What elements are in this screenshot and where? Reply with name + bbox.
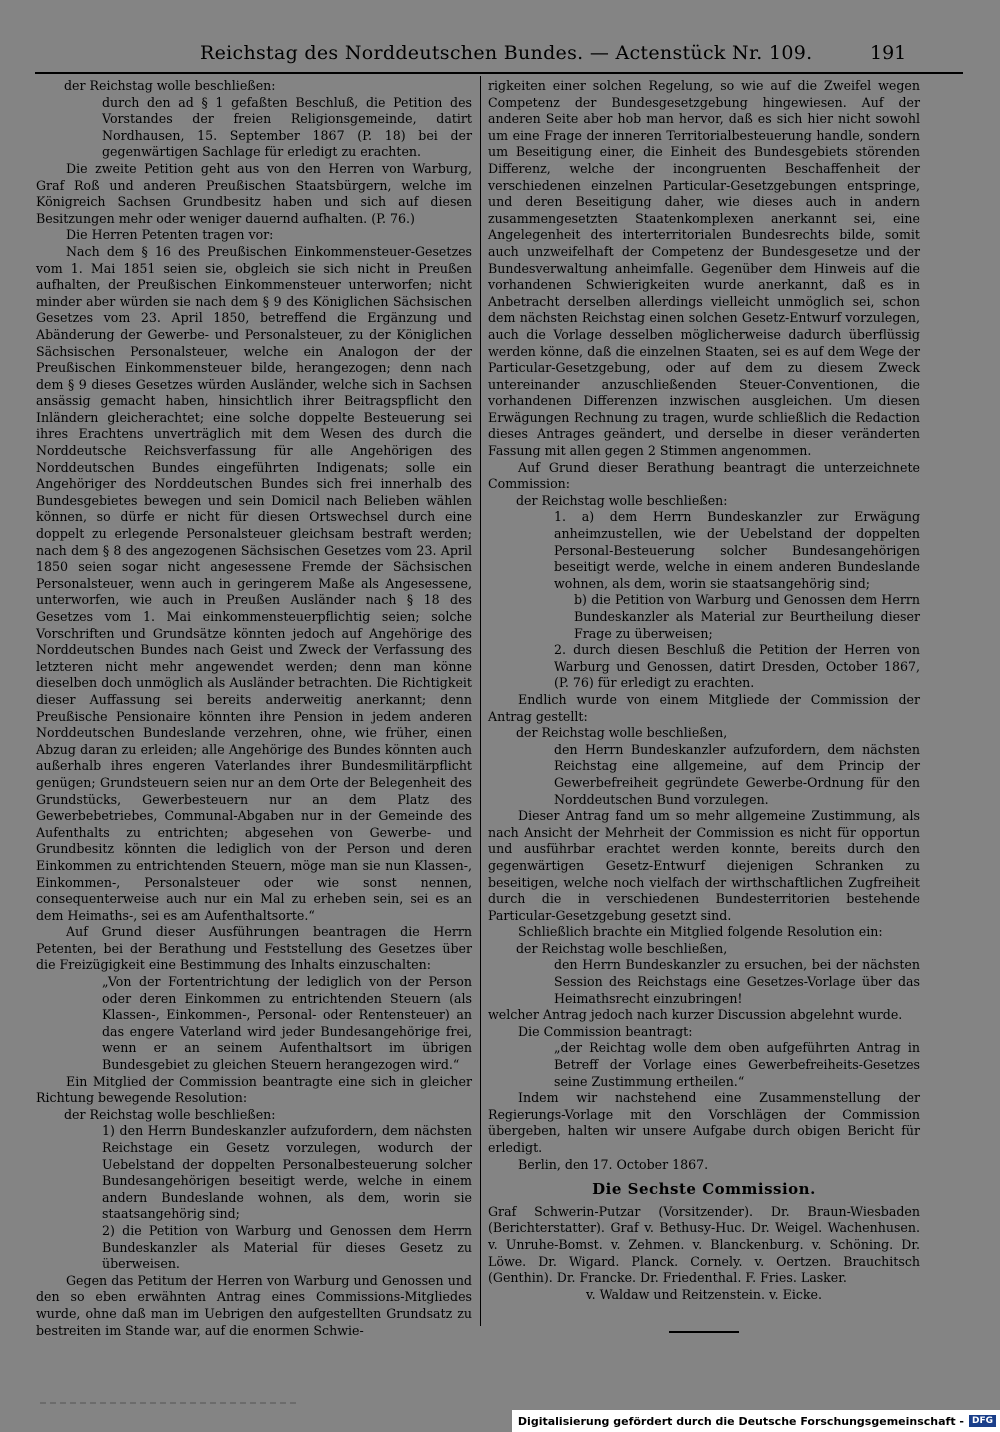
paragraph: Endlich wurde von einem Mitgliede der Commission der Antrag gestellt: [488, 691, 920, 724]
header-rule [35, 72, 963, 74]
bottom-artifact-line [40, 1402, 300, 1404]
dateline: Berlin, den 17. October 1867. [518, 1156, 709, 1172]
column-divider [480, 76, 481, 1326]
paragraph: Nach dem § 16 des Preußischen Einkommensteuer-Gesetzes vom 1. Mai 1851 seien sie, obgleich sie sich nicht in Preußen aufhalten, der Preußischen Einkommensteuer unterworfen; nicht minder aber würden sie nach dem § 9 des Königlichen Sächsischen Gesetzes vom 23. April 1850, betreffend die Ergänzung und Abänderung der Gewerbe- und Personalsteuer, zu der Königlichen Sächsischen Personalsteuer, welche ein Analogon der der Preußischen Einkommensteuer bilde, herangezogen; denn nach dem § 9 dieses Gesetzes würden Ausländer, welche sich in Sachsen ansässig gemacht haben, hinsichtlich ihrer Beitragspflicht den Inländern gleicherachtet; eine solche doppelte Besteuerung sei ihres Erachtens unverträglich mit dem Wesen des durch die Norddeutsche Reichsverfassung für alle Angehörigen des Norddeutschen Bundes eingeführten Indigenats; solle ein Angehöriger des Norddeutschen Bundes sich frei innerhalb des Bundesgebietes bewegen und sein Domicil nach Belieben wählen können, so dürfe er nicht für diesen Ortswechsel durch eine doppelt zu erlegende Personalsteuer gleichsam bestraft werden; nach dem § 8 des angezogenen Sächsischen Gesetzes vom 23. April 1850 seien sogar nicht angesessene Fremde der Sächsischen Personalsteuer, wenn auch in geringerem Maße als Angesessene, unterworfen, wie auch in Preußen Ausländer nach § 18 des Gesetzes vom 1. Mai einkommensteuerpflichtig seien; solche Vorschriften und Grundsätze könnten jedoch auf Angehörige des Norddeutschen Bundes nach Geist und Zweck der Verfassung des letzteren nicht mehr angewendet werden; denn man könne dieselben doch unmöglich als Ausländer betrachten. Die Richtigkeit dieser Auffassung sei bereits anderweitig anerkannt; denn Preußische Pensionaire könnten ihre Pension in jedem anderen Norddeutschen Bundeslande verzehren, ohne, wie früher, einen Abzug daran zu erleiden; alle Angehörige des Bundes könnten auch außerhalb ihres engeren Vaterlandes ihrer Bundesmilitärpflicht genügen; Grundsteuern seien nur an dem Orte der Belegenheit des Grundstücks, Gewerbesteuern nur an dem Platz des Gewerbebetriebes, Communal-Abgaben nur in der Gemeinde des Aufenthalts zu entrichten; abgesehen von Gewerbe- und Grundbesitz könnten die lediglich von der Person und deren Einkommen zu entrichtenden Steuern, möge man sie nun Klassen-, Einkommen-, Personalsteuer oder wie sonst nennen, consequenterweise auch nur ein Mal zu erheben sein, sei es an dem Heimaths-, sei es am Aufenthaltsorte.“ [36, 243, 472, 923]
list-item: 1) den Herrn Bundeskanzler aufzufordern, dem nächsten Reichstage ein Gesetz vorzulegen, wodurch der Uebelstand der doppelten Personalbesteuerung solcher Bundesangehörigen beseitigt werde, welche in einem andern Bundeslande wohnen, als dem, worin sie staatsangehörig sind; [102, 1123, 472, 1222]
paragraph: durch den ad § 1 gefaßten Beschluß, die Petition des Vorstandes der freien Religionsgemeinde, datirt Nordhausen, 15. September 1867 (P. 18) bei der gegenwärtigen Sachlage für erledigt zu erachten. [102, 94, 472, 160]
running-header [0, 40, 1000, 70]
paragraph: welcher Antrag jedoch nach kurzer Discussion abgelehnt wurde. [488, 1007, 903, 1023]
paragraph: den Herrn Bundeskanzler aufzufordern, dem nächsten Reichstag eine allgemeine, auf dem Princip der Gewerbefreiheit gegründete Gewerbe-Ordnung für den Norddeutschen Bund vorzulegen. [554, 741, 920, 807]
commission-members-last: v. Waldaw und Reitzenstein. v. Eicke. [586, 1286, 822, 1302]
left-column [36, 78, 472, 1339]
right-column [488, 78, 920, 1333]
digitization-footer [512, 1410, 1000, 1432]
paragraph: der Reichstag wolle beschließen, [516, 725, 728, 741]
paragraph: Die Commission beantragt: [518, 1023, 693, 1039]
page-number: 191 [870, 42, 907, 64]
closing-rule [669, 1331, 739, 1333]
paragraph: der Reichstag wolle beschließen: [516, 492, 728, 508]
paragraph: Indem wir nachstehend eine Zusammenstellung der Regierungs-Vorlage mit den Vorschlägen der Commission übergeben, halten wir unsere Aufgabe durch obigen Bericht für erledigt. [488, 1090, 920, 1155]
header-title: Reichstag des Norddeutschen Bundes. — Actenstück Nr. 109. [200, 42, 813, 64]
footer-text: Digitalisierung gefördert durch die Deutsche Forschungsgemeinschaft - [517, 1414, 964, 1428]
paragraph: rigkeiten einer solchen Regelung, so wie auf die Zweifel wegen Competenz der Bundesgesetzgebung hingewiesen. Auf der anderen Seite aber hob man hervor, daß es sich hier nicht sowohl um eine Frage der inneren Territorialbesteuerung handle, sondern um Beseitigung einer, die Einheit des Bundesgebiets störenden Differenz, welche der incongruenten Beschaffenheit der verschiedenen einzelnen Particular-Gesetzgebungen entspringe, und deren Beseitigung daher, wie dieses auch in andern zusammengesetzten Staatenkomplexen anerkannt sei, eine Angelegenheit des interterritorialen Bundesrechts bilde, somit auch unzweifelhaft der Competenz der Bundesgesetze und der Bundesverwaltung anheimfalle. Gegenüber dem Hinweis auf die vorhandenen Schwierigkeiten wurde anerkannt, daß es in Anbetracht derselben allerdings vielleicht unmöglich sei, schon dem nächsten Reichstag einen solchen Gesetz-Entwurf vorzulegen, auch die Vorlage desselben möglicherweise dadurch überflüssig werden könne, daß die einzelnen Staaten, sei es auf dem Wege der Particular-Gesetzgebung, oder auf dem zu diesem Zweck untereinander anzuschließenden Steuer-Conventionen, die vorhandenen Differenzen inzwischen ausgleichen. Um diesen Erwägungen Rechnung zu tragen, wurde schließlich die Redaction dieses Antrages geändert, und derselbe in dieser veränderten Fassung mit allen gegen 2 Stimmen angenommen. [488, 78, 920, 459]
commission-heading: Die Sechste Commission. [592, 1180, 816, 1199]
paragraph: Dieser Antrag fand um so mehr allgemeine Zustimmung, als nach Ansicht der Mehrheit der Commission es nicht für opportun und ausführbar erachtet werden konnte, bereits durch den gegenwärtigen Gesetz-Entwurf diejenigen Schranken zu beseitigen, welche noch vielfach der wirthschaftlichen Zugfreiheit durch die in verschiedenen Bundesterritorien bestehende Particular-Gesetzgebung gesetzt sind. [488, 808, 920, 923]
paragraph: Auf Grund dieser Berathung beantragt die unterzeichnete Commission: [488, 459, 920, 492]
paragraph: Die zweite Petition geht aus von den Herren von Warburg, Graf Roß und anderen Preußischen Staatsbürgern, welche im Königreich Sachsen Grundbesitz haben und sich auf diesen Besitzungen mehr oder weniger dauernd aufhalten. (P. 76.) [36, 160, 472, 226]
quote: „Von der Fortentrichtung der lediglich von der Person oder deren Einkommen zu entrichtenden Steuern (als Klassen-, Einkommen-, Personal- oder Rentensteuer) an das engere Vaterland wird jeder Bundesangehörige frei, wenn er an seinem Aufenthaltsort im übrigen Bundesgebiet zu gleichen Steuern herangezogen wird.“ [102, 974, 472, 1073]
paragraph: Schließlich brachte ein Mitglied folgende Resolution ein: [518, 924, 883, 940]
list-item: 2) die Petition von Warburg und Genossen dem Herrn Bundeskanzler als Material für dieses Gesetz zu überweisen. [102, 1222, 472, 1272]
paragraph: Ein Mitglied der Commission beantragte eine sich in gleicher Richtung bewegende Resolution: [36, 1073, 472, 1106]
list-item: 2. durch diesen Beschluß die Petition der Herren von Warburg und Genossen, datirt Dresden, October 1867, (P. 76) für erledigt zu erachten. [554, 642, 920, 691]
paragraph: Gegen das Petitum der Herren von Warburg und Genossen und den so eben erwähnten Antrag eines Commissions-Mitgliedes wurde, ohne daß man im Uebrigen den aufgestellten Grundsatz zu bestreiten im Stande war, auf die enormen Schwie- [36, 1272, 472, 1338]
dfg-logo-icon: DFG [969, 1415, 996, 1427]
paragraph: Auf Grund dieser Ausführungen beantragen die Herrn Petenten, bei der Berathung und Feststellung des Gesetzes über die Freizügigkeit eine Bestimmung des Inhalts einzuschalten: [36, 924, 472, 973]
list-item: 1. a) dem Herrn Bundeskanzler zur Erwägung anheimzustellen, wie der Uebelstand der doppelten Personal-Besteuerung solcher Bundesangehörigen beseitigt werde, welche in einem anderen Bundeslande wohnen, als dem, worin sie staatsangehörig sind; [554, 509, 920, 591]
list-item: b) die Petition von Warburg und Genossen dem Herrn Bundeskanzler als Material zur Beurtheilung dieser Frage zu überweisen; [574, 592, 920, 641]
paragraph: den Herrn Bundeskanzler zu ersuchen, bei der nächsten Session des Reichstags eine Gesetzes-Vorlage über das Heimathsrecht einzubringen! [554, 957, 920, 1006]
paragraph: der Reichstag wolle beschließen: [64, 78, 276, 93]
paragraph: der Reichstag wolle beschließen: [64, 1106, 276, 1122]
commission-members: Graf Schwerin-Putzar (Vorsitzender). Dr. Braun-Wiesbaden (Berichterstatter). Graf v. Bethusy-Huc. Dr. Weigel. Wachenhusen. v. Unruhe-Bomst. v. Zehmen. v. Blanckenburg. v. Schöning. Dr. Löwe. Dr. Wigard. Planck. Cornely. v. Oertzen. Brauchitsch (Genthin). Dr. Francke. Dr. Friedenthal. F. Fries. Lasker. [488, 1203, 920, 1286]
paragraph: der Reichstag wolle beschließen, [516, 940, 728, 956]
quote: „der Reichtag wolle dem oben aufgeführten Antrag in Betreff der Vorlage eines Gewerbefreiheits-Gesetzes seine Zustimmung ertheilen.“ [554, 1040, 920, 1089]
paragraph: Die Herren Petenten tragen vor: [66, 227, 274, 243]
